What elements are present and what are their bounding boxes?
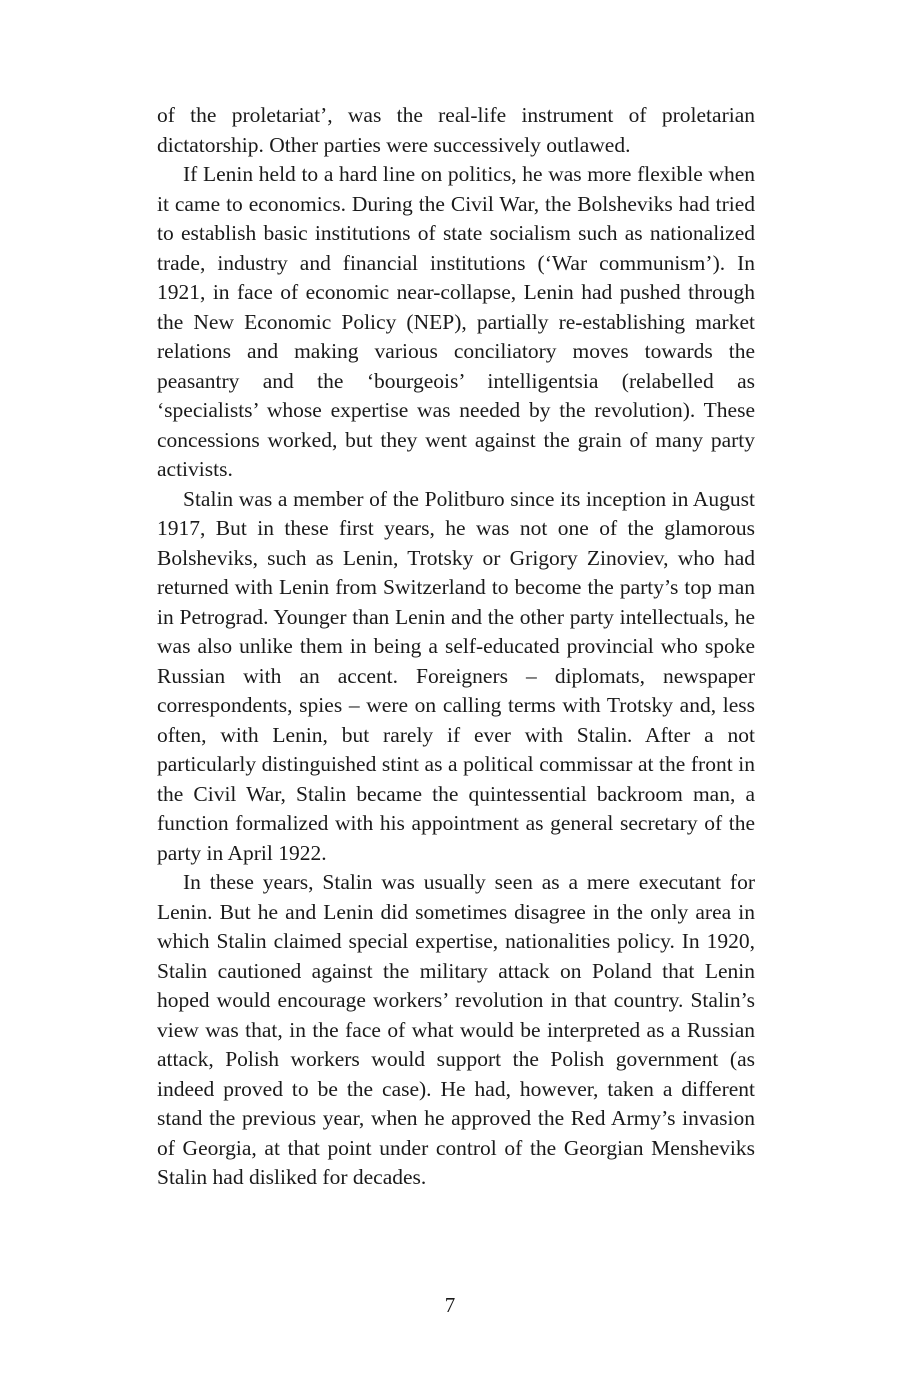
page-number: 7 <box>444 1293 456 1317</box>
body-text <box>157 101 755 1193</box>
paragraph-stalin-politburo: Stalin was a member of the Politburo since its inception in August 1917, But in these first years, he was not one of the glamorous Bolsheviks, such as Lenin, Trotsky or Grigory Zinoviev, who had returned with Lenin from Switzerland to become the party’s top man in Petrograd. Younger than Lenin and the other party intellectuals, he was also unlike them in being a self-educated provincial who spoke Russian with an accent. Foreigners – diplomats, newspaper correspondents, spies – were on calling terms with Trotsky and, less often, with Lenin, but rarely if ever with Stalin. After a not particularly distinguished stint as a political commissar at the front in the Civil War, Stalin became the quintessential backroom man, a function formalized with his appointment as general secretary of the party in April 1922. <box>157 486 755 865</box>
paragraph-stalin-nationalities: In these years, Stalin was usually seen as a mere executant for Lenin. But he and Lenin did sometimes disagree in the only area in which Stalin claimed special expertise, nationalities policy. In 1920, Stalin cautioned against the military attack on Poland that Lenin hoped would encourage workers’ revolution in that country. Stalin’s view was that, in the face of what would be interpreted as a Russian attack, Polish workers would support the Polish government (as indeed proved to be the case). He had, however, taken a different stand the previous year, when he approved the Red Army’s invasion of Georgia, at that point under control of the Georgian Mensheviks Stalin had disliked for decades. <box>157 870 755 1189</box>
paragraph-lenin-economics: If Lenin held to a hard line on politics, he was more flexible when it came to economics. During the Civil War, the Bolsheviks had tried to establish basic institutions of state socialism such as nationalized trade, industry and financial institutions (‘War communism’). In 1921, in face of economic near-collapse, Lenin had pushed through the New Economic Policy (NEP), partially re-establishing market relations and making various conciliatory moves towards the peasantry and the ‘bourgeois’ intelligentsia (relabelled as ‘specialists’ whose expertise was needed by the revolution). These concessions worked, but they went against the grain of many party activists. <box>157 162 755 481</box>
paragraph-continued: of the proletariat’, was the real-life instrument of proletarian dictatorship. Other parties were successively outlawed. <box>157 103 755 157</box>
